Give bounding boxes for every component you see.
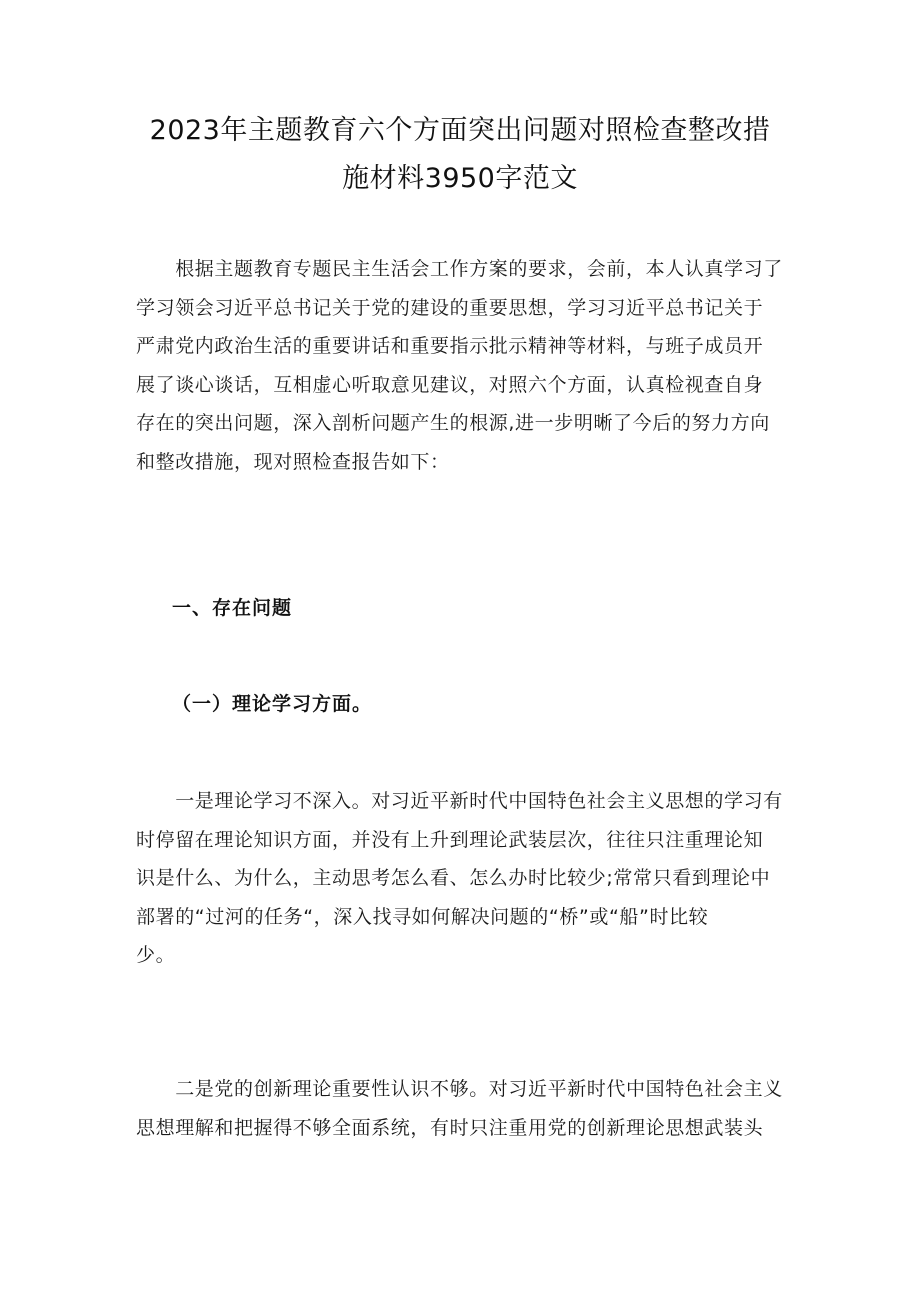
- paragraph-line: 思想理解和把握得不够全面系统，有时只注重用党的创新理论思想武装头: [136, 1116, 764, 1139]
- subsection-heading-theory-study: （一）理论学习方面。: [172, 693, 373, 715]
- paragraph-line: 二是党的创新理论重要性认识不够。对习近平新时代中国特色社会主义: [136, 1078, 783, 1100]
- point-1-paragraph: [136, 782, 788, 975]
- paragraph-line: 和整改措施，现对照检查报告如下：: [136, 450, 450, 473]
- paragraph-line: 根据主题教育专题民主生活会工作方案的要求，会前，本人认真学习了: [136, 258, 783, 280]
- document-title-line-1: 2023年主题教育六个方面突出问题对照检查整改措: [149, 115, 771, 146]
- intro-paragraph: [136, 250, 788, 482]
- document-title-line-2: 施材料3950字范文: [342, 163, 578, 194]
- paragraph-line: 一是理论学习不深入。对习近平新时代中国特色社会主义思想的学习有: [136, 790, 783, 812]
- paragraph-line: 部署的“过河的任务“，深入找寻如何解决问题的“桥”或“船”时比较: [136, 905, 709, 928]
- paragraph-line: 展了谈心谈话，互相虚心听取意见建议，对照六个方面，认真检视查自身: [136, 373, 764, 396]
- paragraph-line: 学习领会习近平总书记关于党的建设的重要思想，学习习近平总书记关于: [136, 296, 764, 319]
- paragraph-line: 时停留在理论知识方面，并没有上升到理论武装层次，往往只注重理论知: [136, 828, 764, 851]
- paragraph-line: 少。: [136, 944, 176, 967]
- paragraph-line: 识是什么、为什么，主动思考怎么看、怎么办时比较少;常常只看到理论中: [136, 867, 771, 890]
- point-2-paragraph: [136, 1070, 788, 1147]
- paragraph-line: 存在的突出问题，深入剖析问题产生的根源,进一步明晰了今后的努力方向: [136, 412, 770, 435]
- section-heading-problems: 一、存在问题: [172, 597, 293, 619]
- paragraph-line: 严肃党内政治生活的重要讲话和重要指示批示精神等材料，与班子成员开: [136, 335, 764, 358]
